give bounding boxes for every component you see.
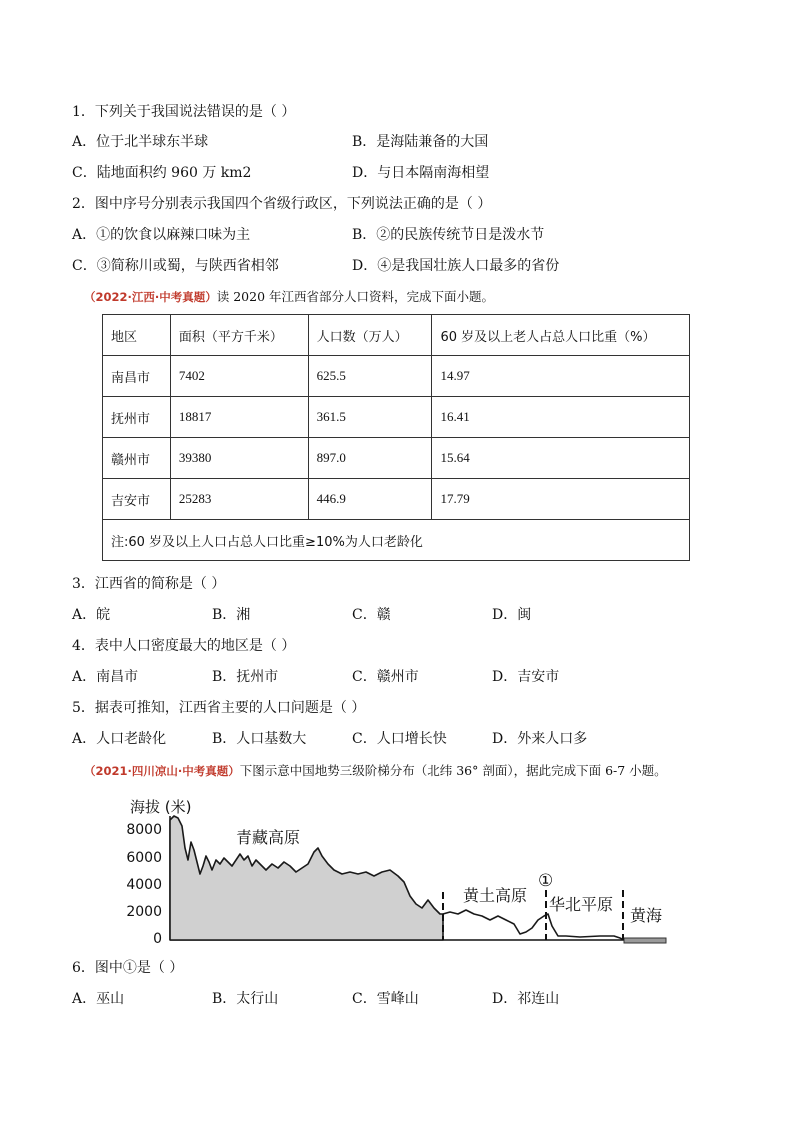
q3-option-a: A．皖 (72, 607, 111, 623)
table-header: 地区 (103, 315, 171, 356)
qinghai-tibet-plateau-label: 青藏高原 (236, 828, 301, 847)
mountain-marker-1: ① (538, 871, 554, 891)
q3-option-c: C．赣 (352, 607, 391, 623)
population-table (102, 314, 690, 561)
y-axis-label: 海拔 (米) (130, 798, 192, 816)
table-row (103, 356, 690, 397)
q5-option-c: C．人口增长快 (352, 731, 447, 747)
y-tick-label: 2000 (126, 904, 162, 920)
q6-option-d: D．祁连山 (492, 991, 560, 1007)
q6-stem: 6．图中①是（ ） (72, 960, 184, 976)
q5-option-d: D．外来人口多 (492, 731, 588, 747)
source-line-2022 (84, 288, 494, 306)
table-cell: 吉安市 (103, 479, 171, 520)
terrain-profile-figure (100, 790, 680, 950)
table-cell: 15.64 (432, 438, 690, 479)
table-header: 人口数（万人） (308, 315, 432, 356)
table-cell: 25283 (170, 479, 308, 520)
second-third-step-terrain-line (443, 910, 624, 940)
table-cell: 446.9 (308, 479, 432, 520)
table-cell: 16.41 (432, 397, 690, 438)
q1-option-c: C．陆地面积约 960 万 km2 (72, 165, 252, 181)
q4-option-d: D．吉安市 (492, 669, 560, 685)
source-tag: （2022·江西·中考真题） (84, 290, 217, 304)
table-cell: 南昌市 (103, 356, 171, 397)
table-row (103, 438, 690, 479)
q3-stem: 3．江西省的简称是（ ） (72, 576, 226, 592)
q5-option-b: B．人口基数大 (212, 731, 307, 747)
source-tag: （2021·四川凉山·中考真题） (84, 764, 240, 778)
table-cell: 361.5 (308, 397, 432, 438)
table-header: 面积（平方千米） (170, 315, 308, 356)
q1-option-d: D．与日本隔南海相望 (352, 165, 490, 181)
table-cell: 17.79 (432, 479, 690, 520)
table-row (103, 479, 690, 520)
q1-option-a: A．位于北半球东半球 (72, 134, 209, 150)
table-cell: 抚州市 (103, 397, 171, 438)
source-line-2021 (84, 762, 667, 780)
table-header: 60 岁及以上老人占总人口比重（%） (432, 315, 690, 356)
q3-option-b: B．湘 (212, 607, 251, 623)
table-cell: 7402 (170, 356, 308, 397)
q2-option-b: B．②的民族传统节日是泼水节 (352, 227, 545, 243)
table-cell: 39380 (170, 438, 308, 479)
table-cell: 14.97 (432, 356, 690, 397)
table-note-row (103, 520, 690, 561)
table-row (103, 397, 690, 438)
q2-option-a: A．①的饮食以麻辣口味为主 (72, 227, 251, 243)
q4-option-b: B．抚州市 (212, 669, 279, 685)
q1-option-b: B．是海陆兼备的大国 (352, 134, 489, 150)
q4-option-c: C．赣州市 (352, 669, 419, 685)
q4-stem: 4．表中人口密度最大的地区是（ ） (72, 638, 296, 654)
y-tick-label: 8000 (126, 822, 162, 838)
loess-plateau-label: 黄土高原 (463, 886, 528, 905)
y-tick-label: 6000 (126, 850, 162, 866)
source-text: 下图示意中国地势三级阶梯分布（北纬 36° 剖面），据此完成下面 6-7 小题。 (239, 763, 667, 778)
q2-stem: 2．图中序号分别表示我国四个省级行政区，下列说法正确的是（ ） (72, 196, 492, 212)
q5-stem: 5．据表可推知，江西省主要的人口问题是（ ） (72, 700, 366, 716)
q6-option-c: C．雪峰山 (352, 991, 419, 1007)
y-tick-label: 4000 (126, 877, 162, 893)
q5-option-a: A．人口老龄化 (72, 731, 167, 747)
table-header-row (103, 315, 690, 356)
q2-option-c: C．③简称川或蜀，与陕西省相邻 (72, 258, 279, 274)
source-text: 读 2020 年江西省部分人口资料，完成下面小题。 (216, 289, 495, 304)
table-cell: 赣州市 (103, 438, 171, 479)
y-tick-label: 0 (153, 931, 162, 947)
q3-option-d: D．闽 (492, 607, 532, 623)
north-china-plain-label: 华北平原 (549, 895, 614, 914)
q6-option-a: A．巫山 (72, 991, 125, 1007)
table-cell: 18817 (170, 397, 308, 438)
first-step-terrain-area (170, 816, 443, 940)
q4-option-a: A．南昌市 (72, 669, 139, 685)
table-cell: 897.0 (308, 438, 432, 479)
yellow-sea-label: 黄海 (630, 906, 663, 925)
table-cell: 625.5 (308, 356, 432, 397)
q1-stem: 1．下列关于我国说法错误的是（ ） (72, 104, 296, 120)
yellow-sea-mark (624, 938, 666, 943)
q6-option-b: B．太行山 (212, 991, 279, 1007)
table-note: 注:60 岁及以上人口占总人口比重≥10%为人口老龄化 (103, 520, 690, 561)
q2-option-d: D．④是我国壮族人口最多的省份 (352, 258, 560, 274)
